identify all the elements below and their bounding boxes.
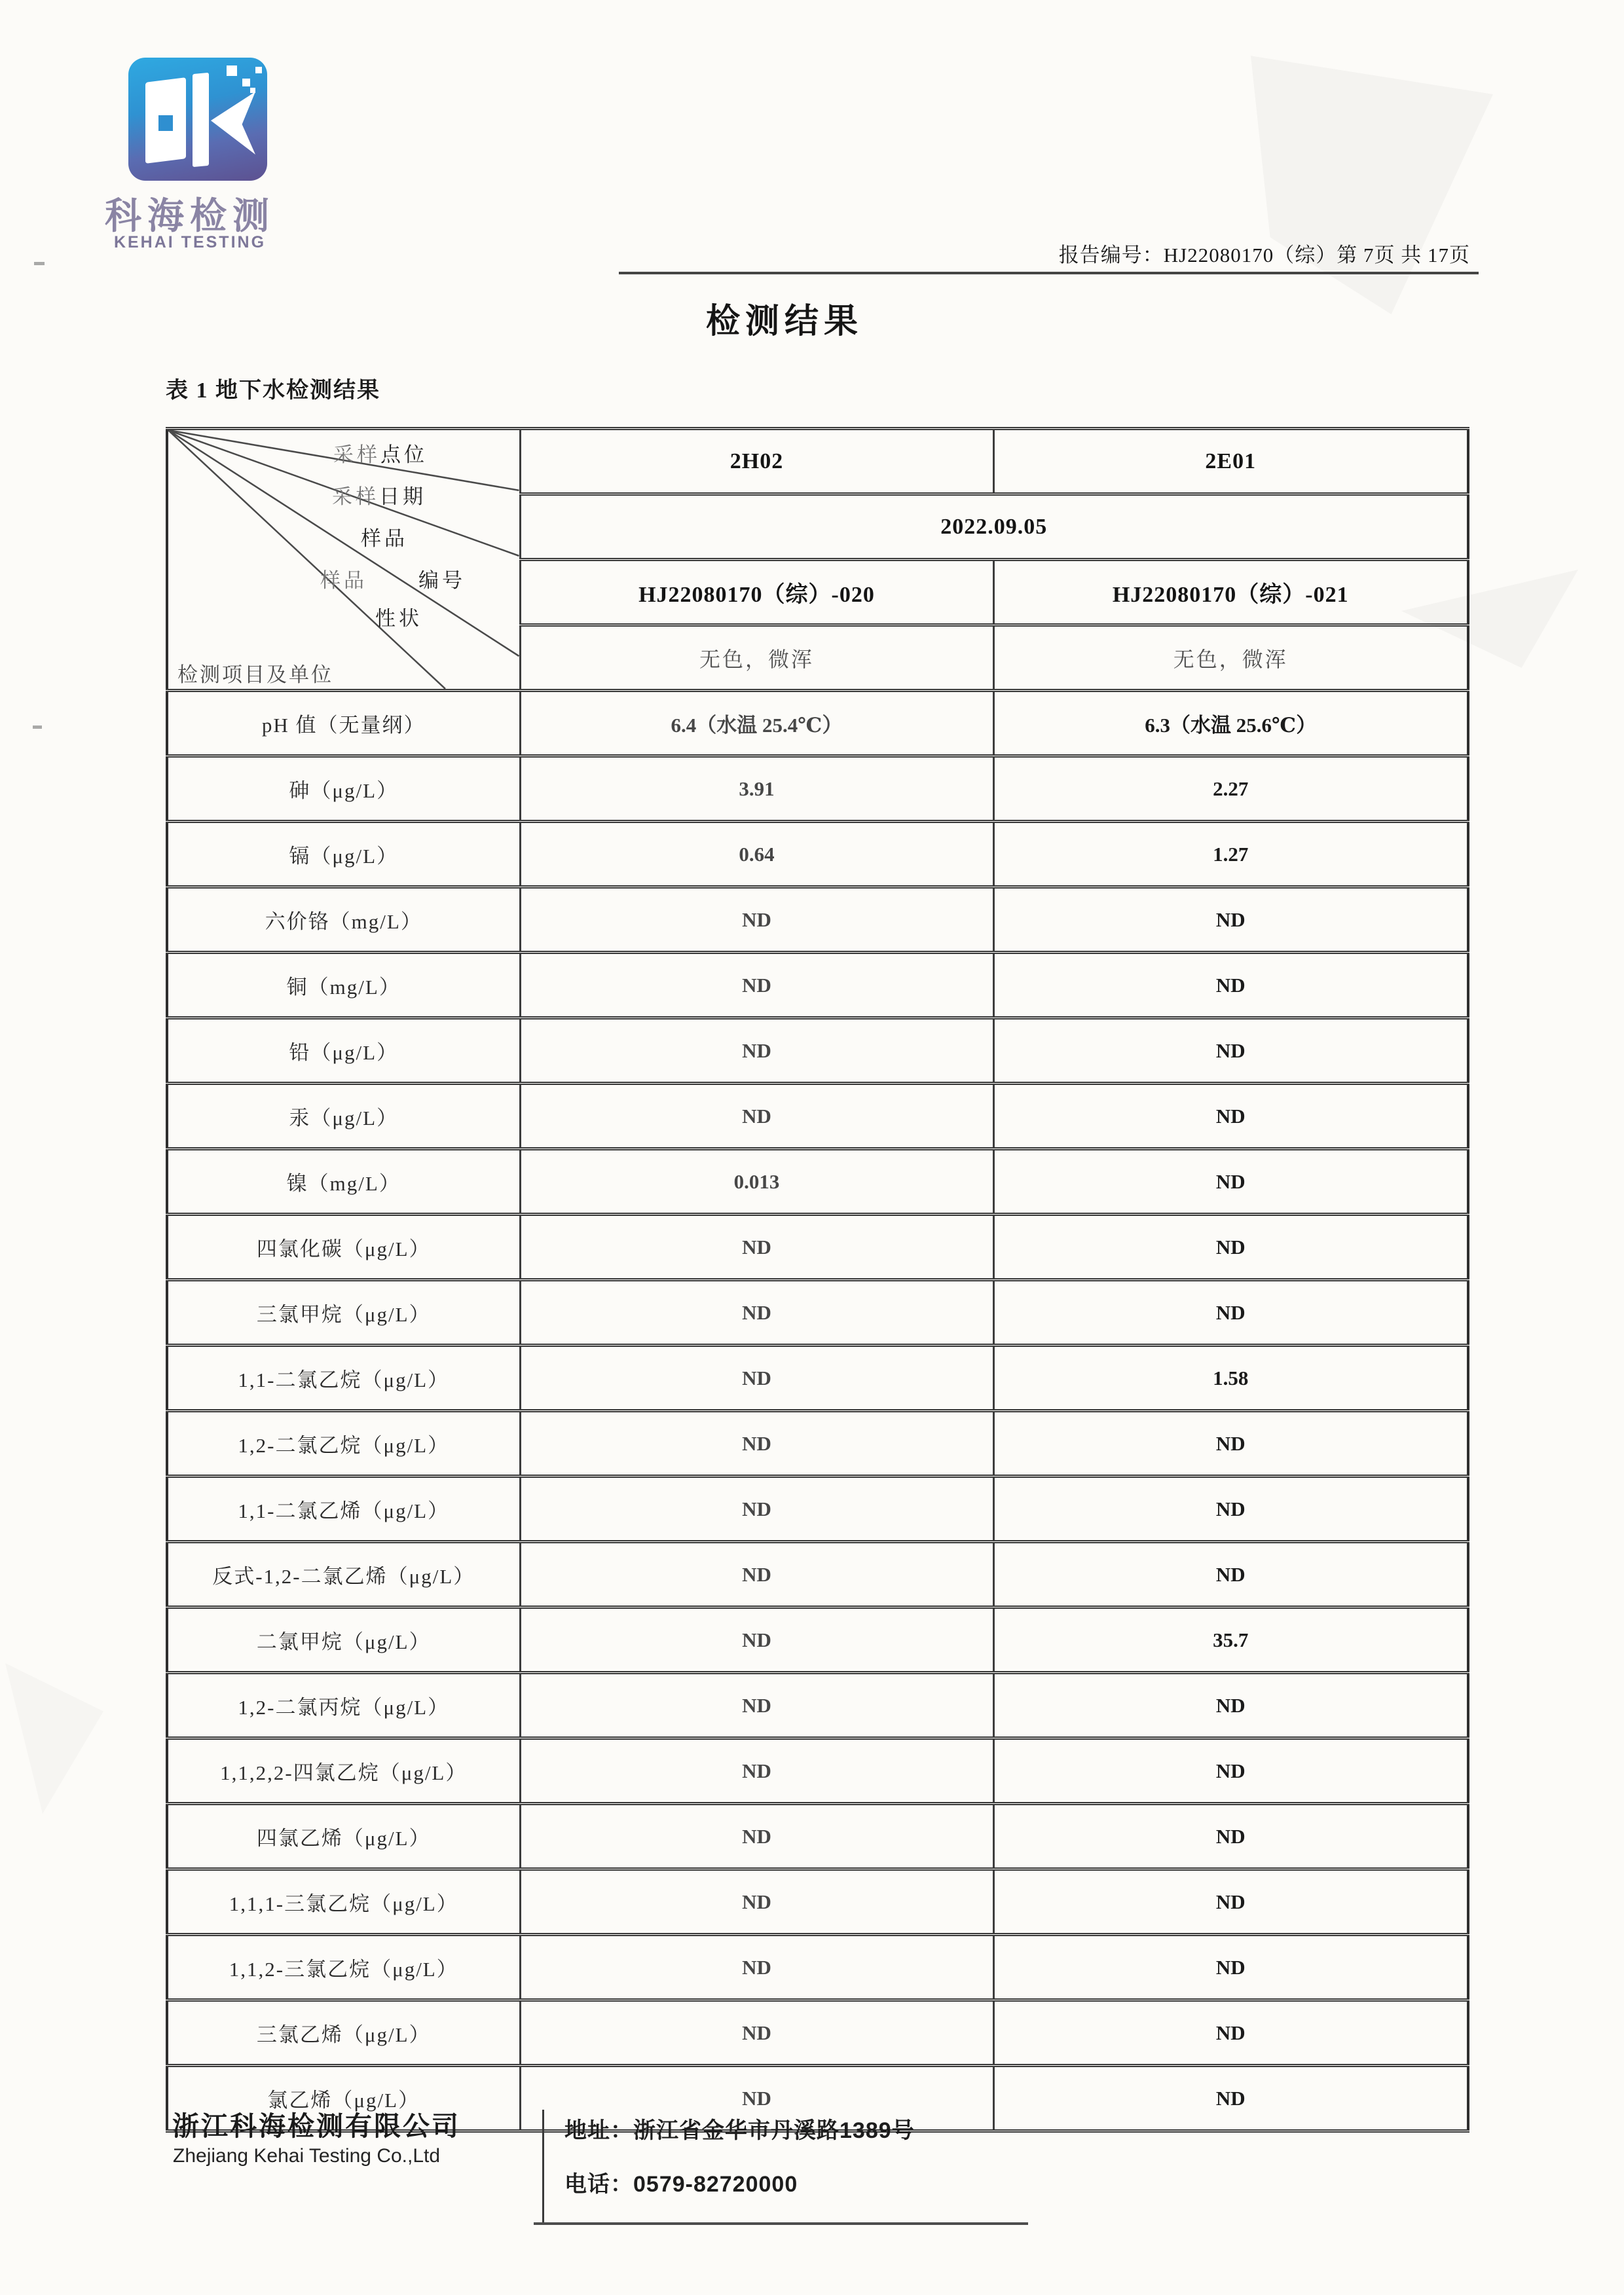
footer-phone: 电话：0579-82720000	[564, 2172, 798, 2197]
results-table	[166, 427, 1469, 2133]
sampling-date-cell: 2022.09.05	[520, 494, 1468, 560]
param-label-cell: 1,1-二氯乙烷（μg/L）	[167, 1346, 520, 1411]
param-label-cell: 1,1,2,2-四氯乙烷（μg/L）	[167, 1738, 520, 1804]
param-value-cell: ND	[993, 1280, 1468, 1346]
param-value-cell: 1.58	[993, 1346, 1468, 1411]
site-column-header: 2E01	[993, 429, 1468, 494]
scan-dash-artifact	[33, 725, 42, 729]
param-label-cell: 四氯乙烯（μg/L）	[167, 1804, 520, 1869]
param-value-cell: ND	[520, 1738, 993, 1804]
param-row	[167, 2000, 1468, 2066]
corner-label-sample-id: 样品 编号	[320, 569, 466, 592]
param-row	[167, 756, 1468, 822]
corner-label-appearance: 性状	[375, 607, 422, 630]
param-row	[167, 822, 1468, 887]
param-label-cell: 氯乙烯（μg/L）	[167, 2066, 520, 2131]
param-row	[167, 1411, 1468, 1477]
header-rule	[619, 272, 1479, 274]
param-value-cell: ND	[993, 2066, 1468, 2131]
param-value-cell: 3.91	[520, 756, 993, 822]
footer-address: 地址：浙江省金华市丹溪路1389号	[564, 2118, 915, 2143]
page-title: 检测结果	[706, 303, 864, 340]
param-value-cell: ND	[520, 887, 993, 953]
logo-pixel-dot	[255, 67, 262, 73]
param-value-cell: ND	[993, 2000, 1468, 2066]
corner-label-sampling-site: 采样点位	[333, 443, 428, 466]
param-row	[167, 1607, 1468, 1673]
param-row	[167, 1738, 1468, 1804]
kehai-logo-icon	[128, 58, 267, 181]
logo-arrow-shape	[211, 92, 255, 155]
param-label-cell: 1,1,2-三氯乙烷（μg/L）	[167, 1935, 520, 2000]
param-value-cell: ND	[993, 1149, 1468, 1215]
param-row	[167, 1477, 1468, 1542]
param-value-cell: ND	[520, 1084, 993, 1149]
param-label-cell: 镍（mg/L）	[167, 1149, 520, 1215]
param-value-cell: ND	[520, 1542, 993, 1607]
param-label-cell: 1,1-二氯乙烯（μg/L）	[167, 1477, 520, 1542]
param-label-cell: 三氯乙烯（μg/L）	[167, 2000, 520, 2066]
param-label-cell: 砷（μg/L）	[167, 756, 520, 822]
param-row	[167, 1935, 1468, 2000]
param-value-cell: 2.27	[993, 756, 1468, 822]
footer-underline	[534, 2222, 1028, 2225]
appearance-cell: 无色，微浑	[520, 625, 993, 691]
param-row	[167, 1280, 1468, 1346]
param-value-cell: ND	[993, 1411, 1468, 1477]
logo-h-bar-shape	[193, 73, 209, 167]
param-label-cell: 反式-1,2-二氯乙烯（μg/L）	[167, 1542, 520, 1607]
scan-watermark-artifact	[5, 1663, 103, 1814]
param-label-cell: 二氯甲烷（μg/L）	[167, 1607, 520, 1673]
logo-pixel-dot	[250, 88, 255, 93]
corner-diagonal-lines	[168, 430, 519, 689]
param-label-cell: 铅（μg/L）	[167, 1018, 520, 1084]
sample-id-cell: HJ22080170（综）-021	[993, 560, 1468, 625]
corner-label-sampling-date: 采样日期	[332, 485, 426, 508]
param-value-cell: ND	[520, 1935, 993, 2000]
param-value-cell: ND	[993, 1804, 1468, 1869]
appearance-cell: 无色，微浑	[993, 625, 1468, 691]
param-row	[167, 691, 1468, 756]
report-number-line: 报告编号：HJ22080170（综）第 7页 共 17页	[1058, 244, 1470, 266]
param-value-cell: ND	[520, 1018, 993, 1084]
param-value-cell: ND	[520, 953, 993, 1018]
param-value-cell: ND	[993, 1084, 1468, 1149]
scan-dash-artifact	[34, 262, 45, 265]
param-value-cell: ND	[993, 1673, 1468, 1738]
param-value-cell: ND	[993, 1738, 1468, 1804]
param-label-cell: 六价铬（mg/L）	[167, 887, 520, 953]
logo-pixel-dot	[227, 65, 237, 76]
param-value-cell: ND	[520, 1804, 993, 1869]
table-corner-cell	[167, 429, 520, 691]
param-value-cell: ND	[520, 1869, 993, 1935]
logo-door-window-shape	[158, 115, 173, 131]
param-value-cell: 6.3（水温 25.6℃）	[993, 691, 1468, 756]
param-row	[167, 1346, 1468, 1411]
footer-company-en: Zhejiang Kehai Testing Co.,Ltd	[173, 2145, 441, 2167]
param-value-cell: ND	[520, 1673, 993, 1738]
param-value-cell: ND	[993, 1477, 1468, 1542]
param-label-cell: pH 值（无量纲）	[167, 691, 520, 756]
logo-brand-en: KEHAI TESTING	[113, 233, 267, 251]
param-value-cell: 0.64	[520, 822, 993, 887]
param-value-cell: ND	[993, 1935, 1468, 2000]
param-value-cell: ND	[993, 953, 1468, 1018]
param-row	[167, 1673, 1468, 1738]
param-row	[167, 887, 1468, 953]
param-value-cell: ND	[520, 1477, 993, 1542]
param-row	[167, 1018, 1468, 1084]
param-value-cell: ND	[520, 1346, 993, 1411]
footer-divider	[542, 2110, 544, 2225]
param-row	[167, 1149, 1468, 1215]
param-value-cell: ND	[993, 887, 1468, 953]
param-label-cell: 1,1,1-三氯乙烷（μg/L）	[167, 1869, 520, 1935]
param-value-cell: ND	[993, 1869, 1468, 1935]
param-value-cell: ND	[520, 2000, 993, 2066]
param-value-cell: ND	[520, 2066, 993, 2131]
param-value-cell: ND	[993, 1018, 1468, 1084]
param-label-cell: 1,2-二氯丙烷（μg/L）	[167, 1673, 520, 1738]
param-value-cell: ND	[520, 1215, 993, 1280]
param-label-cell: 四氯化碳（μg/L）	[167, 1215, 520, 1280]
corner-label-sample: 样品	[361, 527, 408, 550]
param-label-cell: 镉（μg/L）	[167, 822, 520, 887]
footer-company-cn: 浙江科海检测有限公司	[172, 2111, 460, 2141]
param-row	[167, 1869, 1468, 1935]
param-value-cell: ND	[993, 1542, 1468, 1607]
param-label-cell: 1,2-二氯乙烷（μg/L）	[167, 1411, 520, 1477]
param-value-cell: 1.27	[993, 822, 1468, 887]
param-label-cell: 铜（mg/L）	[167, 953, 520, 1018]
param-row	[167, 1542, 1468, 1607]
param-label-cell: 三氯甲烷（μg/L）	[167, 1280, 520, 1346]
param-value-cell: ND	[520, 1607, 993, 1673]
param-value-cell: 35.7	[993, 1607, 1468, 1673]
param-value-cell: ND	[520, 1411, 993, 1477]
param-value-cell: 6.4（水温 25.4℃）	[520, 691, 993, 756]
sample-id-cell: HJ22080170（综）-020	[520, 560, 993, 625]
param-value-cell: ND	[520, 1280, 993, 1346]
corner-label-parameters: 检测项目及单位	[177, 663, 333, 686]
param-row	[167, 1804, 1468, 1869]
param-label-cell: 汞（μg/L）	[167, 1084, 520, 1149]
logo-pixel-dot	[242, 79, 250, 86]
site-column-header: 2H02	[520, 429, 993, 494]
table-caption: 表 1 地下水检测结果	[166, 378, 380, 403]
param-row	[167, 1215, 1468, 1280]
header-row-site	[167, 429, 1468, 494]
param-row	[167, 1084, 1468, 1149]
logo-brand-cn: 科海检测	[105, 195, 275, 236]
param-row	[167, 953, 1468, 1018]
param-value-cell: ND	[993, 1215, 1468, 1280]
param-value-cell: 0.013	[520, 1149, 993, 1215]
